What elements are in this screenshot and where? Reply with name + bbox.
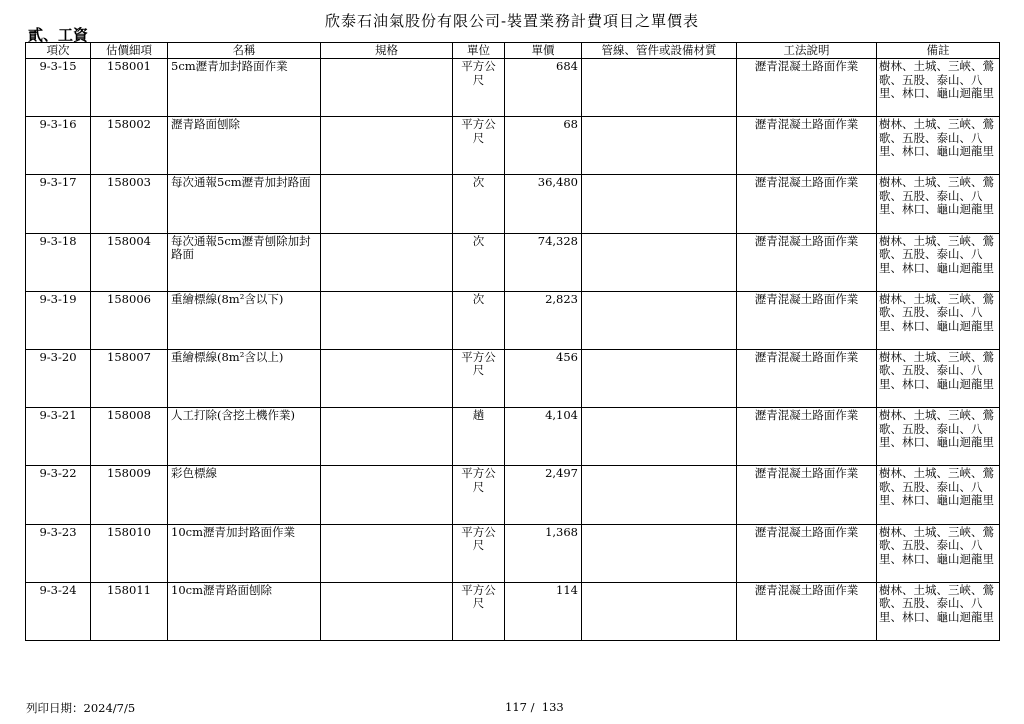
- cell-spec: [321, 59, 453, 117]
- cell-code: 158004: [91, 233, 168, 291]
- cell-unit: 平方公尺: [453, 59, 505, 117]
- cell-unit: 次: [453, 175, 505, 233]
- cell-note: 樹林、土城、三峽、鶯歌、五股、泰山、八里、林口、龜山迴龍里: [877, 117, 1000, 175]
- cell-code: 158002: [91, 117, 168, 175]
- cell-unit: 平方公尺: [453, 117, 505, 175]
- cell-note: 樹林、土城、三峽、鶯歌、五股、泰山、八里、林口、龜山迴龍里: [877, 524, 1000, 582]
- table-row: [26, 175, 1000, 233]
- table-row: [26, 582, 1000, 640]
- cell-price: 114: [505, 582, 582, 640]
- cell-name: 10cm瀝青加封路面作業: [168, 524, 321, 582]
- cell-spec: [321, 117, 453, 175]
- table-row: [26, 59, 1000, 117]
- cell-name: 每次通報5cm瀝青刨除加封路面: [168, 233, 321, 291]
- table-row: [26, 466, 1000, 524]
- cell-material: [582, 582, 737, 640]
- cell-price: 684: [505, 59, 582, 117]
- cell-item: 9-3-19: [26, 291, 91, 349]
- cell-name: 重繪標線(8m²含以上): [168, 349, 321, 407]
- cell-spec: [321, 233, 453, 291]
- cell-name: 每次通報5cm瀝青加封路面: [168, 175, 321, 233]
- cell-method: 瀝青混凝土路面作業: [737, 349, 877, 407]
- cell-price: 456: [505, 349, 582, 407]
- cell-method: 瀝青混凝土路面作業: [737, 524, 877, 582]
- cell-note: 樹林、土城、三峽、鶯歌、五股、泰山、八里、林口、龜山迴龍里: [877, 408, 1000, 466]
- cell-name: 彩色標線: [168, 466, 321, 524]
- cell-material: [582, 175, 737, 233]
- cell-price: 74,328: [505, 233, 582, 291]
- cell-spec: [321, 582, 453, 640]
- header-unit: 單位: [453, 43, 505, 59]
- cell-price: 1,368: [505, 524, 582, 582]
- cell-item: 9-3-17: [26, 175, 91, 233]
- cell-price: 36,480: [505, 175, 582, 233]
- table-row: [26, 291, 1000, 349]
- cell-item: 9-3-18: [26, 233, 91, 291]
- cell-unit: 平方公尺: [453, 524, 505, 582]
- cell-method: 瀝青混凝土路面作業: [737, 466, 877, 524]
- cell-material: [582, 233, 737, 291]
- cell-price: 4,104: [505, 408, 582, 466]
- cell-name: 10cm瀝青路面刨除: [168, 582, 321, 640]
- cell-code: 158006: [91, 291, 168, 349]
- cell-note: 樹林、土城、三峽、鶯歌、五股、泰山、八里、林口、龜山迴龍里: [877, 175, 1000, 233]
- header-method: 工法說明: [737, 43, 877, 59]
- cell-note: 樹林、土城、三峽、鶯歌、五股、泰山、八里、林口、龜山迴龍里: [877, 582, 1000, 640]
- cell-spec: [321, 175, 453, 233]
- cell-material: [582, 466, 737, 524]
- cell-method: 瀝青混凝土路面作業: [737, 233, 877, 291]
- cell-unit: 平方公尺: [453, 582, 505, 640]
- cell-material: [582, 117, 737, 175]
- cell-item: 9-3-20: [26, 349, 91, 407]
- cell-item: 9-3-23: [26, 524, 91, 582]
- cell-unit: 趟: [453, 408, 505, 466]
- header-code: 估價細項: [91, 43, 168, 59]
- cell-item: 9-3-21: [26, 408, 91, 466]
- cell-material: [582, 349, 737, 407]
- header-note: 備註: [877, 43, 1000, 59]
- cell-name: 人工打除(含挖土機作業): [168, 408, 321, 466]
- cell-note: 樹林、土城、三峽、鶯歌、五股、泰山、八里、林口、龜山迴龍里: [877, 466, 1000, 524]
- cell-note: 樹林、土城、三峽、鶯歌、五股、泰山、八里、林口、龜山迴龍里: [877, 291, 1000, 349]
- document-title: 欣泰石油氣股份有限公司-裝置業務計費項目之單價表: [324, 12, 700, 30]
- page-number: 117 / 133: [505, 700, 564, 714]
- cell-unit: 平方公尺: [453, 466, 505, 524]
- cell-code: 158010: [91, 524, 168, 582]
- cell-spec: [321, 408, 453, 466]
- header-spec: 規格: [321, 43, 453, 59]
- cell-code: 158003: [91, 175, 168, 233]
- table-row: [26, 349, 1000, 407]
- table-header-row: [26, 43, 1000, 59]
- cell-method: 瀝青混凝土路面作業: [737, 175, 877, 233]
- cell-item: 9-3-15: [26, 59, 91, 117]
- cell-method: 瀝青混凝土路面作業: [737, 582, 877, 640]
- price-table: [25, 42, 1000, 641]
- table-row: [26, 233, 1000, 291]
- cell-code: 158011: [91, 582, 168, 640]
- cell-price: 2,823: [505, 291, 582, 349]
- cell-spec: [321, 291, 453, 349]
- header-item: 項次: [26, 43, 91, 59]
- cell-item: 9-3-16: [26, 117, 91, 175]
- cell-material: [582, 524, 737, 582]
- cell-name: 重繪標線(8m²含以下): [168, 291, 321, 349]
- cell-spec: [321, 349, 453, 407]
- cell-material: [582, 59, 737, 117]
- cell-code: 158001: [91, 59, 168, 117]
- print-date: 列印日期：2024/7/5: [26, 701, 136, 715]
- cell-spec: [321, 524, 453, 582]
- cell-note: 樹林、土城、三峽、鶯歌、五股、泰山、八里、林口、龜山迴龍里: [877, 59, 1000, 117]
- cell-spec: [321, 466, 453, 524]
- table-row: [26, 524, 1000, 582]
- cell-method: 瀝青混凝土路面作業: [737, 59, 877, 117]
- cell-method: 瀝青混凝土路面作業: [737, 408, 877, 466]
- header-price: 單價: [505, 43, 582, 59]
- cell-material: [582, 291, 737, 349]
- header-name: 名稱: [168, 43, 321, 59]
- header-material: 管線、管件或設備材質: [582, 43, 737, 59]
- table-row: [26, 117, 1000, 175]
- table-row: [26, 408, 1000, 466]
- section-heading: 貳、工資: [28, 26, 89, 44]
- cell-material: [582, 408, 737, 466]
- cell-method: 瀝青混凝土路面作業: [737, 291, 877, 349]
- cell-unit: 次: [453, 233, 505, 291]
- cell-unit: 次: [453, 291, 505, 349]
- cell-name: 5cm瀝青加封路面作業: [168, 59, 321, 117]
- cell-code: 158008: [91, 408, 168, 466]
- cell-price: 2,497: [505, 466, 582, 524]
- cell-unit: 平方公尺: [453, 349, 505, 407]
- cell-note: 樹林、土城、三峽、鶯歌、五股、泰山、八里、林口、龜山迴龍里: [877, 233, 1000, 291]
- cell-method: 瀝青混凝土路面作業: [737, 117, 877, 175]
- cell-item: 9-3-24: [26, 582, 91, 640]
- cell-item: 9-3-22: [26, 466, 91, 524]
- cell-price: 68: [505, 117, 582, 175]
- cell-code: 158009: [91, 466, 168, 524]
- cell-note: 樹林、土城、三峽、鶯歌、五股、泰山、八里、林口、龜山迴龍里: [877, 349, 1000, 407]
- cell-name: 瀝青路面刨除: [168, 117, 321, 175]
- cell-code: 158007: [91, 349, 168, 407]
